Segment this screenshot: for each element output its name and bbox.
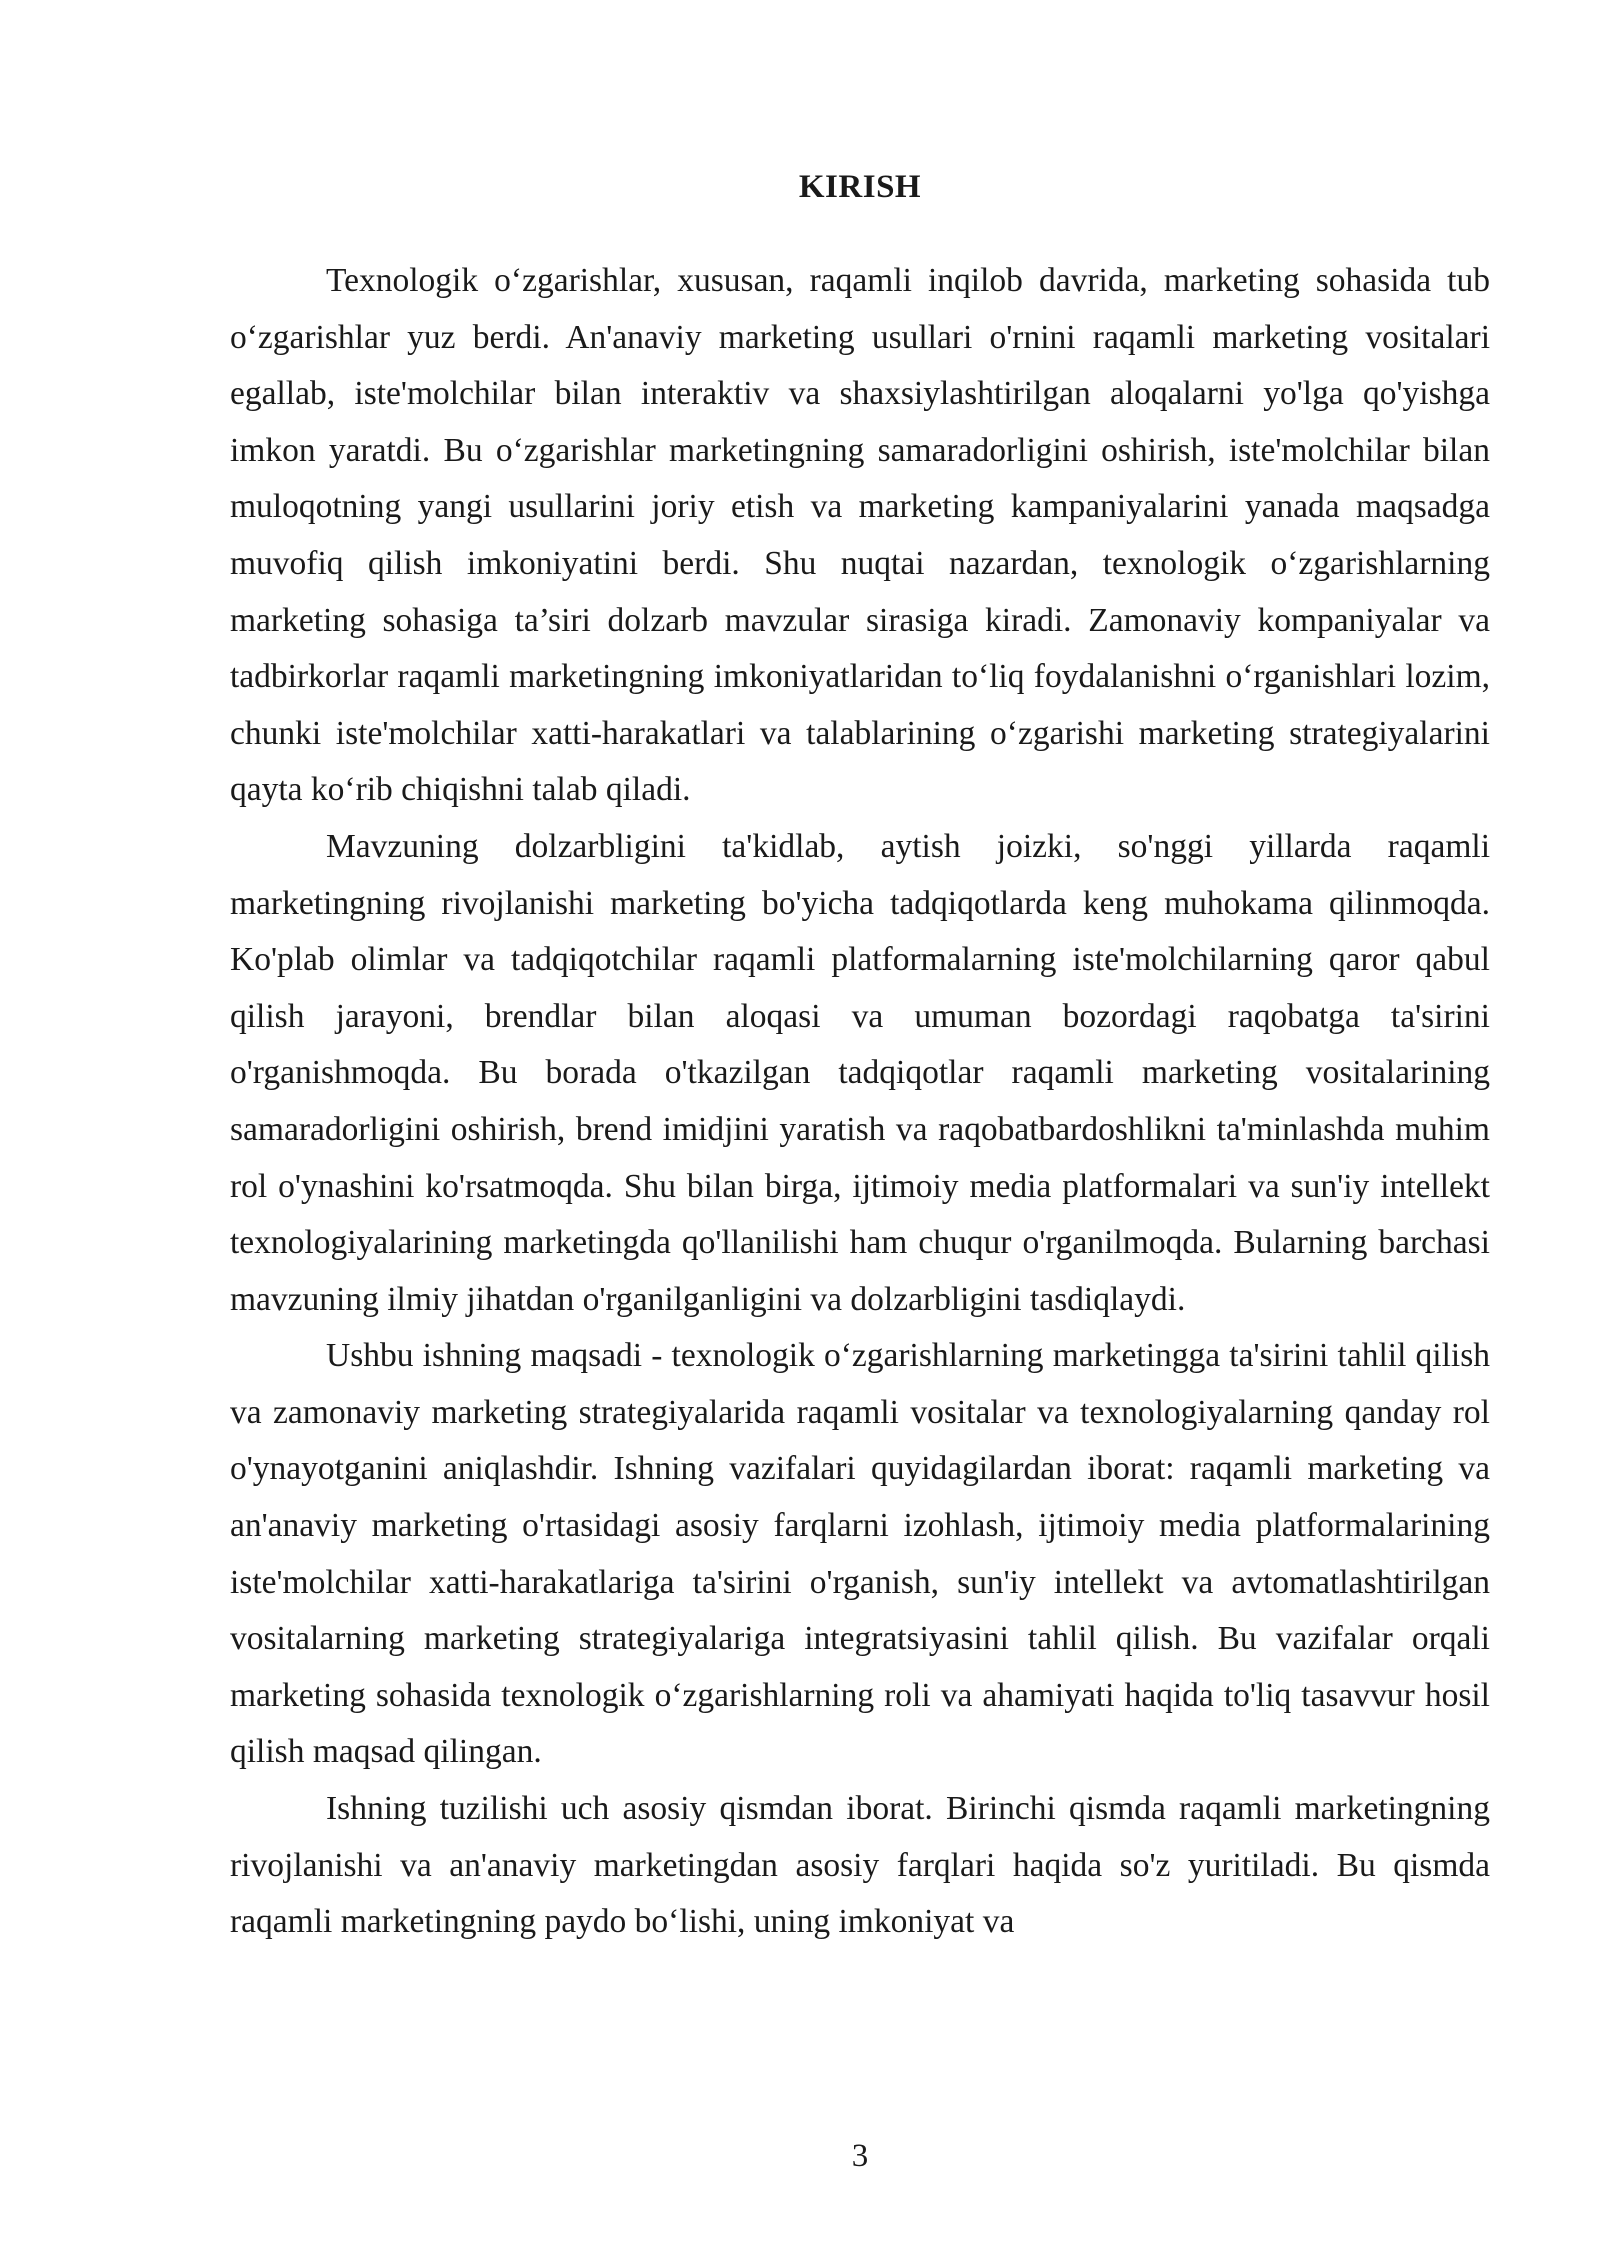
paragraph-2: Mavzuning dolzarbligini ta'kidlab, aytish joizki, so'nggi yillarda raqamli marketingning rivojlanishi marketing bo'yicha tadqiqotlarda keng muhokama qilinmoqda. Ko'plab olimlar va tadqiqotchilar raqamli platformalarning iste'molchilarning qaror qabul qilish jarayoni, brendlar bilan aloqasi va umuman bozordagi raqobatga ta'sirini o'rganishmoqda. Bu borada o'tkazilgan tadqiqotlar raqamli marketing vositalarining samaradorligini oshirish, brend imidjini yaratish va raqobatbardoshlikni ta'minlashda muhim rol o'ynashini ko'rsatmoqda. Shu bilan birga, ijtimoiy media platformalari va sun'iy intellekt texnologiyalarining marketingda qo'llanilishi ham chuqur o'rganilmoqda. Bularning barchasi mavzuning ilmiy jihatdan o'rganilganligini va dolzarbligini tasdiqlaydi. xyxy=(230,827,1490,1318)
paragraph-4: Ishning tuzilishi uch asosiy qismdan iborat. Birinchi qismda raqamli marketingning rivojlanishi va an'anaviy marketingdan asosiy farqlari haqida so'z yuritiladi. Bu qismda raqamli marketingning paydo bo‘lishi, uning imkoniyat va xyxy=(230,1790,1490,1941)
page-number: 3 xyxy=(851,2138,869,2174)
paragraph-1: Texnologik o‘zgarishlar, xususan, raqamli inqilob davrida, marketing sohasida tub o‘zgarishlar yuz berdi. An'anaviy marketing usullari o'rnini raqamli marketing vositalari egallab, iste'molchilar bilan interaktiv va shaxsiylashtirilgan aloqalarni yo'lga qo'yishga imkon yaratdi. Bu o‘zgarishlar marketingning samaradorligini oshirish, iste'molchilar bilan muloqotning yangi usullarini joriy etish va marketing kampaniyalarini yanada maqsadga muvofiq qilish imkoniyatini berdi. Shu nuqtai nazardan, texnologik o‘zgarishlarning marketing sohasiga ta’siri dolzarb mavzular sirasiga kiradi. Zamonaviy kompaniyalar va tadbirkorlar raqamli marketingning imkoniyatlaridan to‘liq foydalanishni o‘rganishlari lozim, chunki iste'molchilar xatti-harakatlari va talablarining o‘zgarishi marketing strategiyalarini qayta ko‘rib chiqishni talab qiladi. xyxy=(230,262,1490,809)
paragraph-3: Ushbu ishning maqsadi - texnologik o‘zgarishlarning marketingga ta'sirini tahlil qilish va zamonaviy marketing strategiyalarida raqamli vositalar va texnologiyalarning qanday rol o'ynayotganini aniqlashdir. Ishning vazifalari quyidagilardan iborat: raqamli marketing va an'anaviy marketing o'rtasidagi asosiy farqlarni izohlash, ijtimoiy media platformalarining iste'molchilar xatti-harakatlariga ta'sirini o'rganish, sun'iy intellekt va avtomatlashtirilgan vositalarning marketing strategiyalariga integratsiyasini tahlil qilish. Bu vazifalar orqali marketing sohasida texnologik o‘zgarishlarning roli va ahamiyati haqida to'liq tasavvur hosil qilish maqsad qilingan. xyxy=(230,1337,1490,1771)
body-text xyxy=(230,253,1490,1951)
page-title: KIRISH xyxy=(798,169,922,205)
